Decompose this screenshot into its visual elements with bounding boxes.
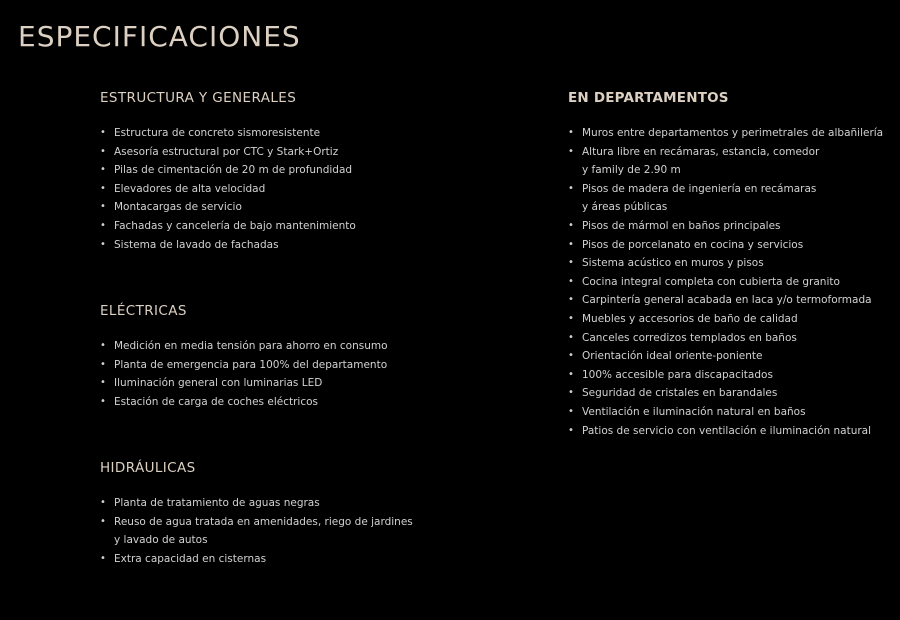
section-departamentos: [568, 90, 883, 440]
bullet-icon: •: [100, 497, 106, 508]
list-item: [100, 337, 388, 356]
bullet-icon: •: [568, 331, 574, 343]
bullet-icon: •: [568, 127, 574, 138]
list-item: [568, 217, 883, 236]
list-item: [100, 180, 356, 199]
bullet-icon: •: [568, 257, 574, 269]
list-item-text-continued: y áreas públicas: [582, 201, 668, 214]
list-item-text: Sistema de lavado de fachadas: [114, 238, 279, 251]
list-item: [568, 143, 883, 180]
bullet-icon: •: [100, 182, 106, 194]
list-item: [568, 329, 883, 348]
list-item: [568, 236, 883, 255]
list-item-text: Estación de carga de coches eléctricos: [114, 395, 318, 408]
section-heading: EN DEPARTAMENTOS: [568, 90, 729, 106]
section-hidraulicas: [100, 460, 413, 568]
list-item-text: Pisos de madera de ingeniería en recámaras: [582, 182, 817, 195]
list-item: [568, 347, 883, 366]
list-item: [568, 422, 883, 441]
list-item: [100, 550, 413, 569]
list-item-text: Elevadores de alta velocidad: [114, 182, 266, 195]
section-estructura: [100, 90, 356, 254]
list-item-text: Iluminación general con luminarias LED: [114, 377, 323, 390]
list-item: [100, 513, 413, 550]
bullet-icon: •: [100, 340, 106, 351]
list-item: [100, 236, 356, 255]
bullet-icon: •: [100, 127, 106, 138]
bullet-icon: •: [100, 238, 106, 250]
list-item-text: Pilas de cimentación de 20 m de profundidad: [114, 164, 353, 177]
section-heading: ELÉCTRICAS: [100, 303, 187, 319]
list-item-text: Reuso de agua tratada en amenidades, riego de jardines: [114, 515, 413, 528]
bullet-icon: •: [100, 552, 106, 564]
bullet-icon: •: [568, 238, 574, 250]
bullet-icon: •: [568, 145, 574, 157]
list-item-text: Patios de servicio con ventilación e iluminación natural: [582, 424, 872, 437]
bullet-icon: •: [100, 145, 106, 157]
bullet-icon: •: [568, 424, 574, 436]
list-item-text-continued: y family de 2.90 m: [582, 164, 681, 177]
list-item-text: Pisos de mármol en baños principales: [582, 219, 781, 232]
list-item-text: Asesoría estructural por CTC y Stark+Ortiz: [114, 145, 339, 158]
bullet-icon: •: [100, 164, 106, 176]
section-electricas: [100, 303, 388, 411]
list-item-text-continued: y lavado de autos: [114, 534, 208, 547]
list-item: [100, 143, 356, 162]
list-item-text: Muros entre departamentos y perimetrales de albañilería: [582, 127, 884, 139]
bullet-icon: •: [100, 515, 106, 527]
list-item: [568, 384, 883, 403]
list-item: [100, 124, 356, 143]
list-item-text: Seguridad de cristales en barandales: [582, 387, 778, 400]
list-item: [100, 198, 356, 217]
bullet-icon: •: [568, 312, 574, 324]
list-item: [568, 291, 883, 310]
list-item-text: 100% accesible para discapacitados: [582, 368, 773, 381]
bullet-icon: •: [100, 358, 106, 370]
list-item: [100, 356, 388, 375]
list-item: [100, 374, 388, 393]
list-item-text: Fachadas y cancelería de bajo mantenimiento: [114, 219, 356, 232]
spec-list: [100, 494, 413, 568]
list-item-text: Canceles corredizos templados en baños: [582, 331, 797, 344]
bullet-icon: •: [568, 182, 574, 194]
list-item-text: Ventilación e iluminación natural en baños: [582, 405, 806, 418]
list-item-text: Carpintería general acabada en laca y/o termoformada: [582, 294, 872, 307]
list-item-text: Montacargas de servicio: [114, 201, 242, 214]
bullet-icon: •: [568, 350, 574, 362]
list-item-text: Extra capacidad en cisternas: [114, 552, 267, 565]
bullet-icon: •: [100, 201, 106, 213]
page-title: ESPECIFICACIONES: [18, 20, 301, 53]
list-item-text: Altura libre en recámaras, estancia, comedor: [582, 145, 820, 158]
bullet-icon: •: [568, 294, 574, 306]
bullet-icon: •: [568, 405, 574, 417]
list-item-text: Sistema acústico en muros y pisos: [582, 257, 764, 270]
list-item: [568, 124, 883, 143]
section-heading: HIDRÁULICAS: [100, 460, 196, 476]
list-item: [568, 180, 883, 217]
section-heading: ESTRUCTURA Y GENERALES: [100, 90, 297, 106]
list-item-text: Pisos de porcelanato en cocina y servicios: [582, 238, 804, 251]
list-item-text: Planta de tratamiento de aguas negras: [114, 497, 320, 509]
bullet-icon: •: [568, 368, 574, 380]
spec-list: [100, 337, 388, 411]
bullet-icon: •: [100, 377, 106, 389]
list-item: [568, 310, 883, 329]
list-item: [100, 217, 356, 236]
list-item: [100, 393, 388, 412]
list-item-text: Medición en media tensión para ahorro en consumo: [114, 340, 388, 352]
list-item: [568, 254, 883, 273]
list-item-text: Estructura de concreto sismoresistente: [114, 127, 321, 139]
spec-list: [568, 124, 883, 440]
list-item: [100, 494, 413, 513]
list-item: [568, 273, 883, 292]
list-item-text: Orientación ideal oriente-poniente: [582, 350, 763, 363]
bullet-icon: •: [100, 219, 106, 231]
list-item: [568, 403, 883, 422]
bullet-icon: •: [100, 395, 106, 407]
list-item-text: Cocina integral completa con cubierta de granito: [582, 275, 840, 288]
list-item-text: Muebles y accesorios de baño de calidad: [582, 312, 798, 325]
bullet-icon: •: [568, 219, 574, 231]
list-item: [100, 161, 356, 180]
spec-list: [100, 124, 356, 254]
list-item: [568, 366, 883, 385]
list-item-text: Planta de emergencia para 100% del departamento: [114, 358, 388, 371]
bullet-icon: •: [568, 387, 574, 399]
bullet-icon: •: [568, 275, 574, 287]
